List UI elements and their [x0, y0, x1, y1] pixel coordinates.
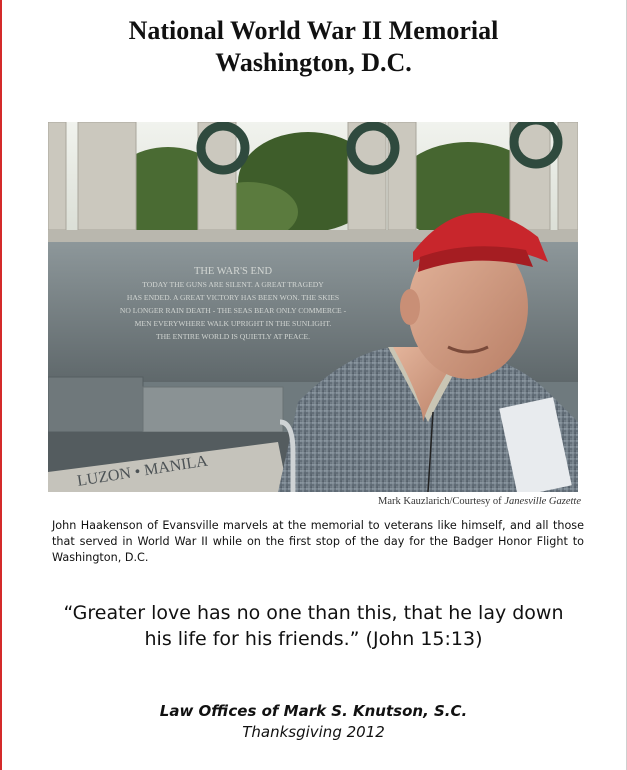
photo-credit-name: Mark Kauzlarich/Courtesy of	[378, 496, 505, 507]
inscription-line-5: MEN EVERYWHERE WALK UPRIGHT IN THE SUNLIGHT.	[134, 319, 332, 328]
footer-date: Thanksgiving 2012	[242, 723, 385, 741]
photo-credit	[48, 496, 581, 507]
page-title-line-2: Washington, D.C.	[215, 48, 412, 77]
ground-inscription: LUZON • MANILA	[75, 452, 209, 490]
page-title-line-1: National World War II Memorial	[128, 16, 499, 45]
photo-credit-publication: Janesville Gazette	[504, 496, 581, 507]
inscription-line-3: HAS ENDED. A GREAT VICTORY HAS BEEN WON. THE SKIES	[126, 293, 340, 302]
footer-firm-name: Law Offices of Mark S. Knutson, S.C.	[159, 702, 468, 720]
photo-caption: John Haakenson of Evansville marvels at the memorial to veterans like himself, and all those that served in World War II while on the first stop of the day for the Badger Honor Flight to Washington, D.C.	[52, 519, 584, 564]
scripture-quote	[0, 600, 627, 652]
scripture-quote-line-1: “Greater love has no one than this, that he lay down	[63, 602, 564, 624]
inscription-line-2: TODAY THE GUNS ARE SILENT. A GREAT TRAGEDY	[142, 280, 324, 289]
scripture-quote-line-2: his life for his friends.” (John 15:13)	[144, 628, 483, 650]
stone-blocks	[48, 377, 308, 492]
memorial-photo	[48, 122, 578, 492]
inscription-line-1: THE WAR'S END	[193, 266, 273, 277]
memorial-photo-illustration	[48, 122, 578, 492]
inscription-line-4: NO LONGER RAIN DEATH - THE SEAS BEAR ONLY COMMERCE -	[119, 306, 347, 315]
page-border-left	[0, 0, 2, 770]
inscription-line-6: THE ENTIRE WORLD IS QUIETLY AT PEACE.	[155, 332, 311, 341]
page-title	[0, 15, 627, 79]
